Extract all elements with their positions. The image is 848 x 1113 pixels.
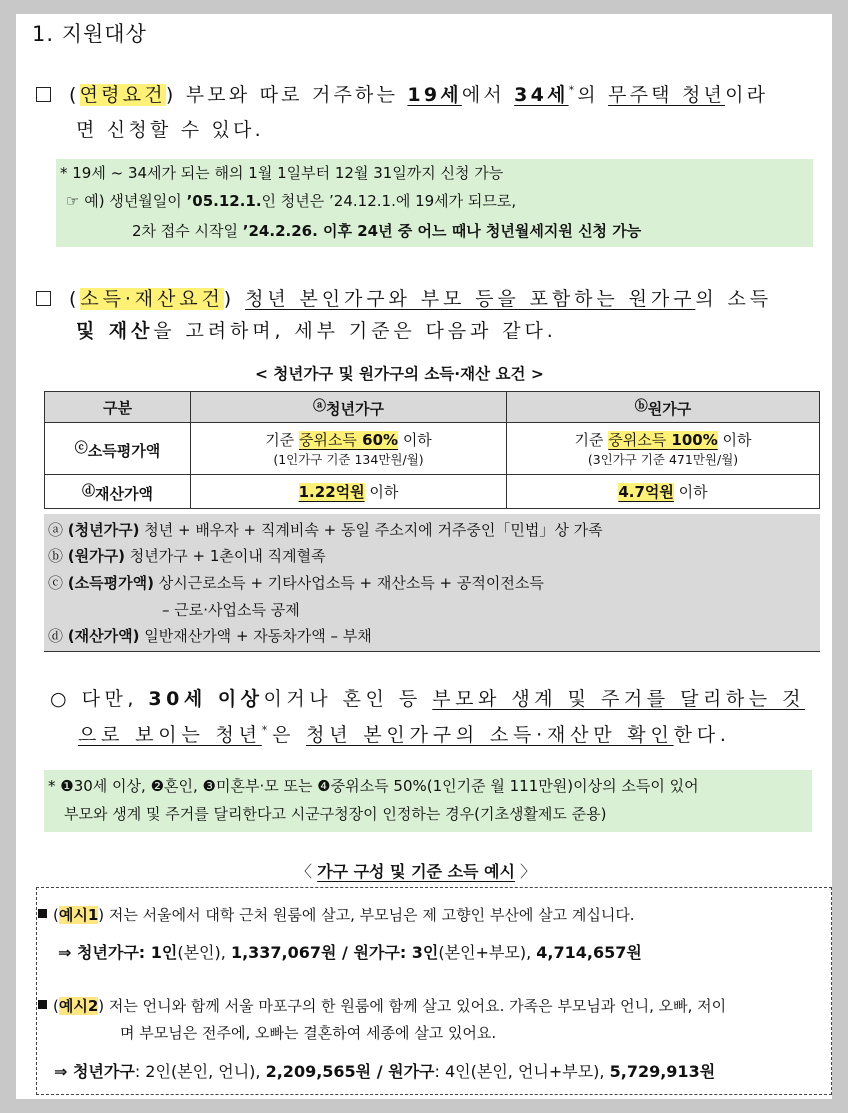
example-1: (예시1) 저는 서울에서 대학 근처 원룸에 살고, 부모님은 제 고향인 부산에 살고 계십니다. bbox=[38, 904, 635, 925]
exception-note-1: * ❶30세 이상, ❷혼인, ❸미혼부·모 또는 ❹중위소득 50%(1인기준 월 111만원)이상의 소득이 있어 bbox=[48, 777, 699, 795]
arrow-icon: ⇒ bbox=[58, 943, 72, 962]
definition-a: ⓐ (청년가구) 청년 + 배우자 + 직계비속 + 동일 주소지에 거주중인「민법」상 가족 bbox=[48, 521, 603, 539]
exception-line1: ○ 다만, 30세 이상이거나 혼인 등 부모와 생계 및 주거를 달리하는 것 bbox=[50, 688, 805, 710]
table-title: < 청년가구 및 원가구의 소득·재산 요건 > bbox=[255, 365, 544, 383]
age-requirement-line1: (연령요건) 부모와 따로 거주하는 19세에서 34세*의 무주택 청년이라 bbox=[36, 80, 768, 107]
age-requirement-label: 연령요건 bbox=[79, 84, 166, 106]
table-header-original: ⓑ원가구 bbox=[507, 392, 820, 423]
age-to: 34세 bbox=[514, 84, 569, 106]
bullet-square-icon bbox=[38, 909, 47, 918]
document-page bbox=[16, 14, 832, 1099]
arrow-icon: ⇒ bbox=[54, 1062, 68, 1081]
exception-line2: 으로 보이는 청년*은 청년 본인가구의 소득·재산만 확인한다. bbox=[78, 723, 731, 746]
exception-note-2: 부모와 생계 및 주거를 달리한다고 시군구청장이 인정하는 경우(기초생활제도 준용) bbox=[64, 805, 607, 823]
cell-original-income: 기준 중위소득 100% 이하 (3인가구 기준 471만원/월) bbox=[507, 423, 820, 475]
age-from: 19세 bbox=[407, 84, 462, 106]
income-requirement-line1: (소득·재산요건) 청년 본인가구와 부모 등을 포함하는 원가구의 소득 bbox=[36, 284, 772, 311]
example-1-result: ⇒ 청년가구: 1인(본인), 1,337,067원 / 원가구: 3인(본인+부모), 4,714,657원 bbox=[58, 943, 642, 962]
cell-original-asset: 4.7억원 이하 bbox=[507, 475, 820, 509]
income-requirement-label: 소득·재산요건 bbox=[80, 288, 224, 310]
definition-c-cont: – 근로·사업소득 공제 bbox=[162, 601, 300, 619]
age-note-3: 2차 접수 시작일 ’24.2.26. 이후 24년 중 어느 때나 청년월세지원 신청 가능 bbox=[132, 222, 642, 240]
example-2: (예시2) 저는 언니와 함께 서울 마포구의 한 원룸에 함께 살고 있어요. 가족은 부모님과 언니, 오빠, 저이 bbox=[38, 995, 726, 1016]
checkbox-icon bbox=[36, 291, 51, 306]
checkbox-icon bbox=[36, 87, 51, 102]
bullet-square-icon bbox=[38, 1000, 47, 1009]
example-2-cont: 며 부모님은 전주에, 오빠는 결혼하여 세종에 살고 있어요. bbox=[120, 1024, 497, 1042]
target-group: 무주택 청년 bbox=[608, 84, 726, 106]
section-heading: 1. 지원대상 bbox=[32, 22, 147, 46]
income-requirement-line2: 및 재산을 고려하며, 세부 기준은 다음과 같다. bbox=[76, 320, 557, 342]
definition-d: ⓓ (재산가액) 일반재산가액 + 자동차가액 – 부채 bbox=[48, 627, 372, 645]
definition-c: ⓒ (소득평가액) 상시근로소득 + 기타사업소득 + 재산소득 + 공적이전소득 bbox=[48, 574, 544, 592]
age-note-1: * 19세 ~ 34세가 되는 해의 1월 1일부터 12월 31일까지 신청 가능 bbox=[60, 164, 504, 182]
pointing-hand-icon: ☞ bbox=[66, 192, 80, 210]
row-income-label: ⓒ소득평가액 bbox=[45, 423, 191, 475]
row-asset-label: ⓓ재산가액 bbox=[45, 475, 191, 509]
table-header-youth: ⓐ청년가구 bbox=[191, 392, 507, 423]
example-2-result: ⇒ 청년가구: 2인(본인, 언니), 2,209,565원 / 원가구: 4인(본인, 언니+부모), 5,729,913원 bbox=[54, 1062, 716, 1081]
cell-youth-asset: 1.22억원 이하 bbox=[191, 475, 507, 509]
age-requirement-line2: 면 신청할 수 있다. bbox=[76, 119, 264, 141]
cell-youth-income: 기준 중위소득 60% 이하 (1인가구 기준 134만원/월) bbox=[191, 423, 507, 475]
examples-title: 〈 가구 구성 및 기준 소득 예시 〉 bbox=[296, 862, 537, 881]
requirements-table bbox=[44, 391, 820, 509]
table-header-category: 구분 bbox=[45, 392, 191, 423]
age-note-2: ☞ 예) 생년월일이 ’05.12.1.인 청년은 ’24.12.1.에 19세가 되므로, bbox=[66, 192, 517, 210]
definition-b: ⓑ (원가구) 청년가구 + 1촌이내 직계혈족 bbox=[48, 547, 326, 565]
